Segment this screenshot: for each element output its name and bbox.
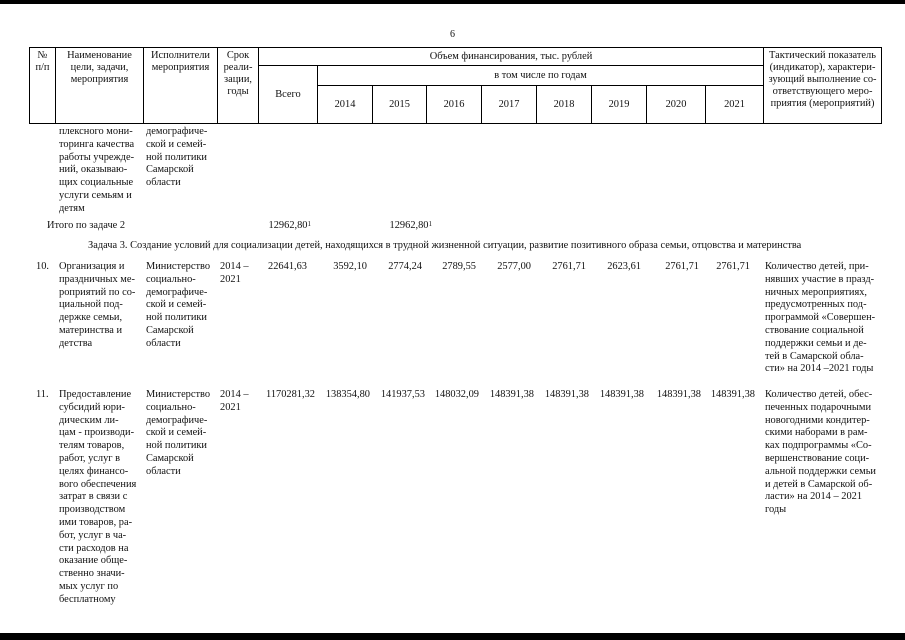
header-name: Наименование цели, задачи, мероприятия <box>67 50 132 85</box>
header-total: Всего <box>275 89 301 100</box>
header-year: 2021 <box>724 99 745 110</box>
header-year: 2015 <box>389 99 410 110</box>
row-year-value: 2761,71 <box>665 261 699 272</box>
header-indicator: Тактический показатель (индикатор), характери- зующий выполнение со- ответствующего меро- приятия (мероприятий) <box>768 50 877 109</box>
footnote-mark: 1 <box>307 220 311 228</box>
row-term: 2014 – 2021 <box>220 261 249 285</box>
continuation-executors: демографиче- ской и семей- ной политики Самарской области <box>146 126 208 189</box>
row-name: Организация и праздничных ме- роприятий по со- циальной под- держке семьи, материнства и детства <box>59 261 136 349</box>
header-year: 2020 <box>665 99 687 110</box>
row-total: 22641,63 <box>268 261 307 272</box>
task-total-sum-value: 12962,80 <box>268 220 308 231</box>
row-name: Предоставление субсидий юри- дическим ли- цам - производи- телям товаров, работ, услуг в целях финансо- вого обеспечения затрат в связи с производством ими товаров, ра- бот, услуг в ча- сти расходов на оказание обще- ственно значи- мых услуг по бесплатному <box>59 389 137 605</box>
header-term: Срок реали- зации, годы <box>223 50 253 97</box>
row-year-value: 2577,00 <box>497 261 531 272</box>
header-funding: Объем финансирования, тыс. рублей <box>429 51 593 62</box>
row-year-value: 148032,09 <box>434 389 479 400</box>
row-year-value: 3592,10 <box>333 261 367 272</box>
header-executors: Исполнители мероприятия <box>151 50 210 73</box>
page-number: 6 <box>450 29 455 40</box>
row-total: 1170281,32 <box>266 389 315 400</box>
row-year-value: 148391,38 <box>710 389 755 400</box>
row-year-value: 148391,38 <box>489 389 534 400</box>
header-num: № п/п <box>35 50 50 73</box>
header-year: 2019 <box>608 99 630 110</box>
row-year-value: 148391,38 <box>599 389 644 400</box>
header-year: 2017 <box>498 99 520 110</box>
row-indicator: Количество детей, при- нявших участие в празд- ничных мероприятиях, предусмотренных под- программой «Совершен- ствование социальной поддержки семьи и де- тей в Самарской обла- сти» на 2014 –2021 годы <box>765 261 876 375</box>
row-year-value: 2623,61 <box>607 261 641 272</box>
task-total-2015-value: 12962,80 <box>389 220 429 231</box>
row-executors: Министерство социально- демографиче- ской и семей- ной политики Самарской области <box>146 261 211 349</box>
row-term: 2014 – 2021 <box>220 389 249 413</box>
top-border <box>0 0 905 4</box>
task-total-sum <box>245 220 311 233</box>
header-year: 2014 <box>334 99 356 110</box>
header-year: 2016 <box>443 99 465 110</box>
row-year-value: 148391,38 <box>656 389 701 400</box>
row-year-value: 2761,71 <box>552 261 586 272</box>
row-indicator: Количество детей, обес- печенных подарочными новогодними кондитер- скими наборами в рам- ках подпрограммы «Со- вершенствование соци- альной поддержки семьи и детей в Самарской об- ласти» на 2014 – 2021 годы <box>765 389 876 516</box>
row-year-value: 2761,71 <box>716 261 750 272</box>
table-header <box>29 47 882 124</box>
row-year-value: 2789,55 <box>442 261 476 272</box>
header-by-years: в том числе по годам <box>494 70 587 81</box>
task-total-label: Итого по задаче 2 <box>47 220 126 231</box>
row-year-value: 2774,24 <box>388 261 422 272</box>
row-executors: Министерство социально- демографиче- ской и семей- ной политики Самарской области <box>146 389 211 477</box>
footnote-mark: 1 <box>428 220 432 228</box>
row-year-value: 138354,80 <box>325 389 370 400</box>
bottom-border <box>0 633 905 640</box>
task-total-2015 <box>366 220 432 233</box>
row-number: 10. <box>36 261 49 272</box>
continuation-name: плексного мони- торинга качества работы учрежде- ний, оказываю- щих социальные услуги семьям и детям <box>59 126 135 214</box>
row-number: 11. <box>36 389 49 400</box>
row-year-value: 148391,38 <box>544 389 589 400</box>
task3-title: Задача 3. Создание условий для социализации детей, находящихся в трудной жизненной ситуации, развитие позитивного образа семьи, отцовства и материнства <box>88 240 802 251</box>
header-year: 2018 <box>553 99 575 110</box>
row-year-value: 141937,53 <box>380 389 425 400</box>
